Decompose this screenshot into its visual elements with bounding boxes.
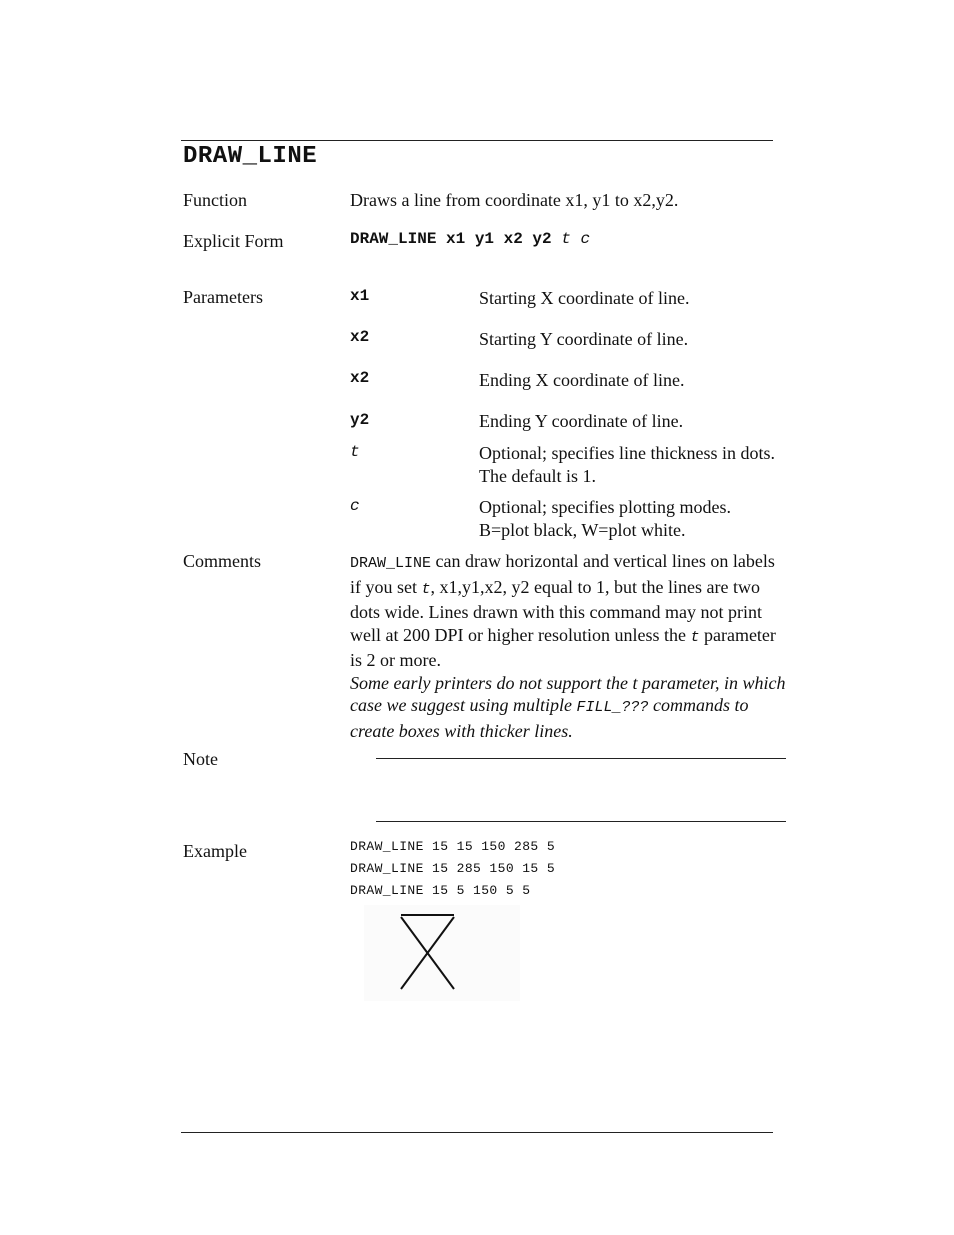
param-description: Starting Y coordinate of line.: [479, 329, 689, 349]
example-code-line: DRAW_LINE 15 285 150 15 5: [350, 861, 556, 876]
top-rule: [181, 140, 773, 141]
param-description: Optional; specifies plotting modes. B=plot black, W=plot white.: [479, 497, 731, 540]
note-top-rule: [376, 758, 786, 759]
comments-param-t: t: [690, 628, 700, 646]
param-name: x1: [350, 287, 370, 305]
explicit-form-syntax: [350, 230, 590, 248]
example-code-line: DRAW_LINE 15 5 150 5 5: [350, 883, 531, 898]
param-name: y2: [350, 411, 370, 429]
comments-text-part: , x1,y1,x2, y2 equal to 1, but the lines are two dots wide. Lines drawn with this command may not print well at 200 DPI or higher resolution unless the: [350, 576, 762, 645]
parameters-label: Parameters: [183, 287, 263, 307]
param-description: Ending X coordinate of line.: [479, 370, 685, 390]
explicit-form-optional-args: t c: [561, 230, 591, 248]
param-description: Optional; specifies line thickness in dots. The default is 1.: [479, 443, 775, 486]
comments-label: Comments: [183, 551, 262, 571]
comments-text: [350, 550, 790, 742]
example-code-line: DRAW_LINE 15 15 150 285 5: [350, 839, 556, 854]
comments-text-part: can draw horizontal and vertical lines on labels if you set: [350, 551, 775, 597]
example-label: Example: [183, 841, 247, 861]
comments-param-t: t: [421, 580, 431, 598]
figure-background: [364, 905, 520, 1001]
example-output-figure: [364, 905, 520, 1001]
note-bottom-rule: [376, 821, 786, 822]
explicit-form-label: Explicit Form: [183, 231, 284, 251]
function-text: Draws a line from coordinate x1, y1 to x2,y2.: [350, 190, 679, 210]
param-description: Ending Y coordinate of line.: [479, 411, 684, 431]
comments-italic-part: commands to create boxes with thicker lines.: [350, 695, 749, 741]
function-label: Function: [183, 190, 248, 210]
comments-command: DRAW_LINE: [350, 555, 432, 572]
page-title: DRAW_LINE: [183, 143, 318, 170]
comments-text-part: parameter is 2 or more.: [350, 624, 776, 670]
param-name: t: [350, 443, 360, 461]
comments-italic-part: Some early printers do not support the t parameter, in which case we suggest using multiple: [350, 672, 786, 715]
comments-fill-command: FILL_???: [576, 699, 649, 716]
param-name: x2: [350, 328, 370, 346]
param-name: c: [350, 497, 360, 515]
comments-italic-note: [350, 673, 785, 741]
param-description: Starting X coordinate of line.: [479, 288, 690, 308]
bottom-rule: [181, 1132, 773, 1133]
explicit-form-command: DRAW_LINE x1 y1 x2 y2: [350, 230, 552, 248]
param-name: x2: [350, 369, 370, 387]
note-label: Note: [183, 749, 218, 769]
